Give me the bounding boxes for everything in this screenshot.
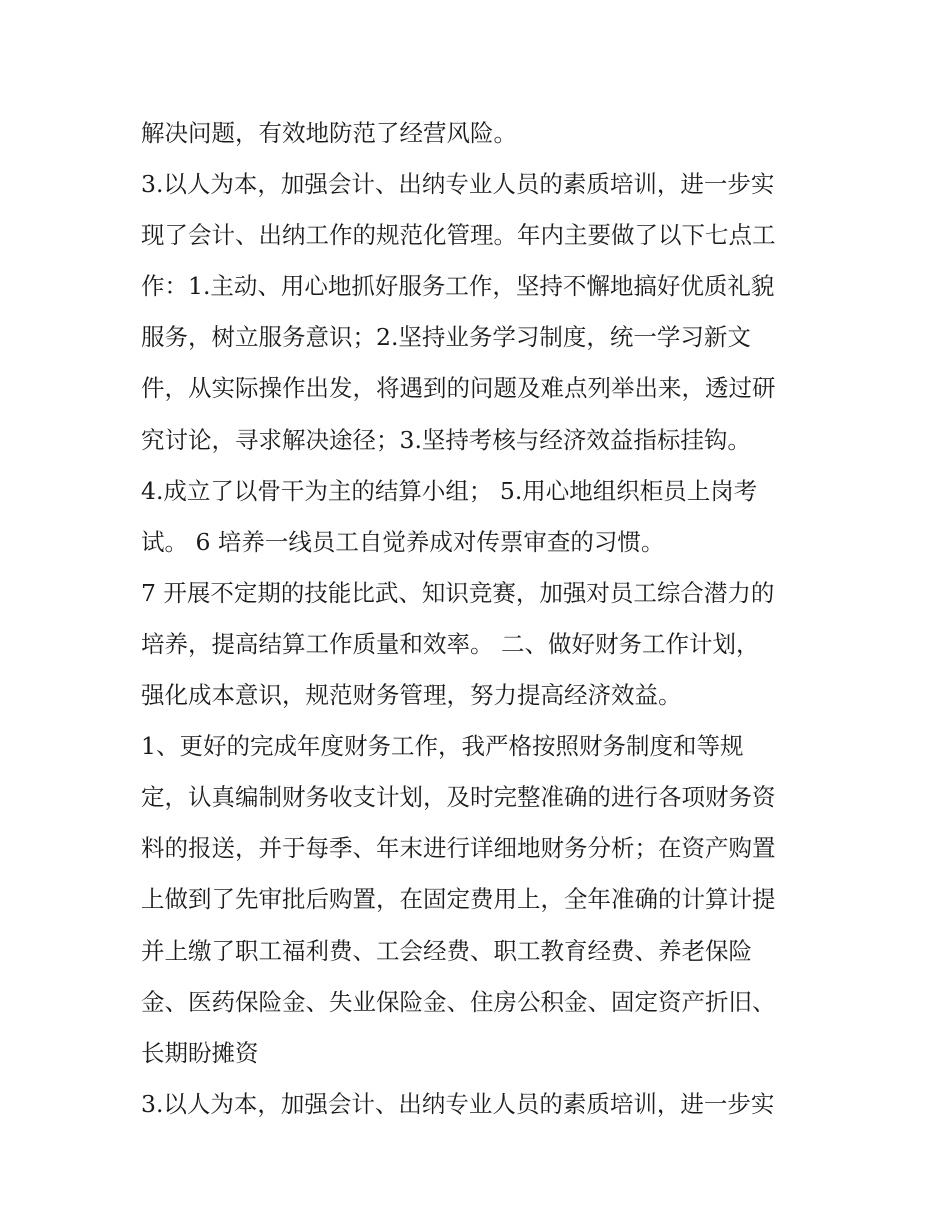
text-line: 件，从实际操作出发，将遇到的问题及难点列举出来，透过研 xyxy=(141,374,776,403)
text-line: 培养，提高结算工作质量和效率。 二、做好财务工作计划， xyxy=(141,629,760,658)
text-line: 上做到了先审批后购置，在固定费用上，全年准确的计算计提 xyxy=(141,885,776,914)
text-line: 长期盼摊资 xyxy=(141,1038,259,1067)
text-line: 金、医药保险金、失业保险金、住房公积金、固定资产折旧、 xyxy=(141,987,776,1016)
document-body xyxy=(141,108,821,1130)
text-line: 定，认真编制财务收支计划，及时完整准确的进行各项财务资 xyxy=(141,783,776,812)
text-line: 强化成本意识，规范财务管理，努力提高经济效益。 xyxy=(141,681,682,710)
text-line: 作：1.主动、用心地抓好服务工作，坚持不懈地搞好优质礼貌 xyxy=(141,272,775,301)
text-line: 料的报送，并于每季、年末进行详细地财务分析；在资产购置 xyxy=(141,834,776,863)
text-line: 现了会计、出纳工作的规范化管理。年内主要做了以下七点工 xyxy=(141,221,776,250)
text-line: 1、更好的完成年度财务工作，我严格按照财务制度和等规 xyxy=(141,732,744,761)
text-line: 试。 6 培养一线员工自觉养成对传票审查的习惯。 xyxy=(141,527,665,556)
text-line: 7 开展不定期的技能比武、知识竞赛，加强对员工综合潜力的 xyxy=(141,578,775,607)
text-line: 3.以人为本，加强会计、出纳专业人员的素质培训，进一步实 xyxy=(141,170,775,199)
text-line: 服务，树立服务意识；2.坚持业务学习制度，统一学习新文 xyxy=(141,323,751,352)
text-line: 并上缴了职工福利费、工会经费、职工教育经费、养老保险 xyxy=(141,936,752,965)
text-line: 4.成立了以骨干为主的结算小组； 5.用心地组织柜员上岗考 xyxy=(141,476,758,505)
text-line: 3.以人为本，加强会计、出纳专业人员的素质培训，进一步实 xyxy=(141,1089,775,1118)
text-line: 究讨论，寻求解决途径；3.坚持考核与经济效益指标挂钩。 xyxy=(141,425,751,454)
text-line: 解决问题，有效地防范了经营风险。 xyxy=(141,119,517,147)
